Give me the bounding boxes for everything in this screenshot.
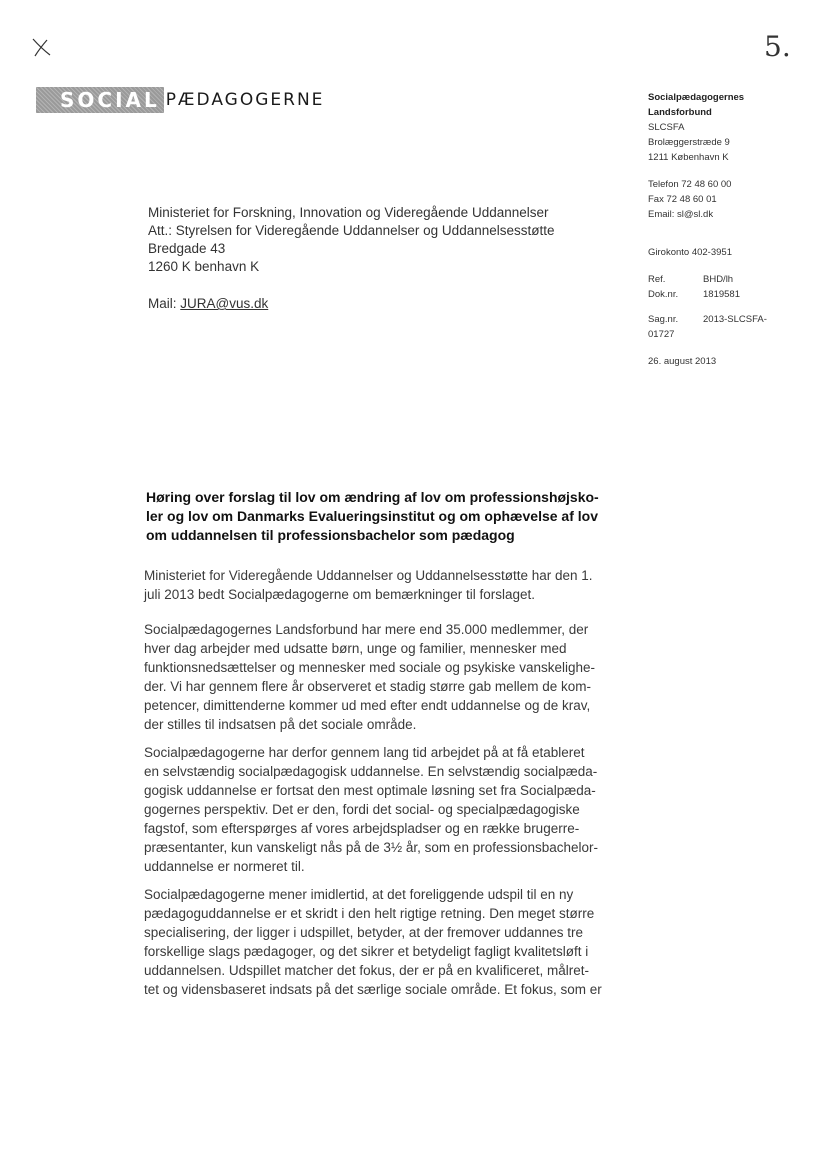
ref-label: Ref. xyxy=(648,274,666,285)
body-paragraph: Socialpædagogerne har derfor gennem lang tid arbejdet på at få etableret en selvstændig socialpædagogisk uddannelse. En selvstændig socialpæda- gogisk uddannelse er fortsat den mest optimale løsning set fra Socialpæda- gogernes perspektiv. Det er den, fordi det social- og specialpædagogiske fagstof, som efterspørges af vores arbejdspladser og en række brugerre- præsentanter, kun vanskeligt nås på de 3½ år, som en professionsbachelor- uddannelse er normeret til. xyxy=(144,745,599,874)
mail-link[interactable]: JURA@vus.dk xyxy=(180,296,269,311)
sender-abbr: SLCSFA xyxy=(648,122,685,133)
recipient-line4: 1260 K benhavn K xyxy=(148,259,260,274)
sag-value: 2013-SLCSFA- xyxy=(703,314,767,325)
sender-street: Brolæggerstræde 9 xyxy=(648,137,730,148)
recipient-line1: Ministeriet for Forskning, Innovation og Videregående Uddannelser xyxy=(148,205,549,220)
logo-paedagogerne-text: PÆDAGOGERNE xyxy=(165,90,325,110)
letter-date: 26. august 2013 xyxy=(648,356,717,367)
sender-org-line2: Landsforbund xyxy=(648,107,712,118)
sender-dok-row xyxy=(648,287,808,302)
sag-label: Sag.nr. xyxy=(648,314,679,325)
sender-block xyxy=(648,90,808,369)
logo-social-text: SOCIAL xyxy=(60,88,160,112)
body-paragraph: Socialpædagogerne mener imidlertid, at det foreliggende udspil til en ny pædagoguddannelse er et skridt i den helt rigtige retning. Den meget større specialisering, der ligger i udspillet, betyder, at der fremover uddannes tre forskellige slags pædagoger, og det sikrer et betydeligt fagligt kvalitetsløft i uddannelsen. Udspillet matcher det fokus, der er på en kvalificeret, målret- tet og vidensbaseret indsats på det særlige sociale område. Et fokus, som er xyxy=(144,887,602,997)
sender-phone: Telefon 72 48 60 00 xyxy=(648,179,732,190)
sag-value-continued: 01727 xyxy=(648,329,675,340)
sender-giro: Girokonto 402-3951 xyxy=(648,247,732,258)
sender-org-line1: Socialpædagogernes xyxy=(648,92,745,103)
sender-sag-row xyxy=(648,312,808,327)
sender-fax: Fax 72 48 60 01 xyxy=(648,194,717,205)
recipient-line2: Att.: Styrelsen for Videregående Uddannelser og Uddannelsesstøtte xyxy=(148,223,555,238)
dok-value: 1819581 xyxy=(703,289,740,300)
sender-city: 1211 København K xyxy=(648,152,729,163)
recipient-address xyxy=(148,204,555,276)
recipient-mail xyxy=(148,296,268,311)
sender-ref-row xyxy=(648,272,808,287)
organization-logo xyxy=(36,87,324,113)
body-paragraph: Ministeriet for Videregående Uddannelser og Uddannelsesstøtte har den 1. juli 2013 bedt Socialpædagogerne om bemærkninger til forslaget. xyxy=(144,568,593,602)
letter-heading: Høring over forslag til lov om ændring af lov om professionshøjsko- ler og lov om Danmarks Evalueringsinstitut og om ophævelse af lov om uddannelsen til professionsbachelor som pædagog xyxy=(146,489,599,543)
handwritten-page-number: 5. xyxy=(764,30,791,63)
sender-email: Email: sl@sl.dk xyxy=(648,209,714,220)
body-paragraph: Socialpædagogernes Landsforbund har mere end 35.000 medlemmer, der hver dag arbejder med udsatte børn, unge og familier, mennesker med funktionsnedsættelser og mennesker med sociale og psykiske vanskelighe- der. Vi har gennem flere år observeret et stadig større gab mellem de kom- petencer, dimittenderne kommer ud med efter endt uddannelse og de krav, der stilles til indsatsen på det sociale område. xyxy=(144,622,595,732)
ref-value: BHD/lh xyxy=(703,274,734,285)
dok-label: Dok.nr. xyxy=(648,289,679,300)
mail-label: Mail: xyxy=(148,296,181,311)
logo-box xyxy=(36,87,164,113)
recipient-line3: Bredgade 43 xyxy=(148,241,226,256)
handwritten-x-mark xyxy=(30,36,52,58)
